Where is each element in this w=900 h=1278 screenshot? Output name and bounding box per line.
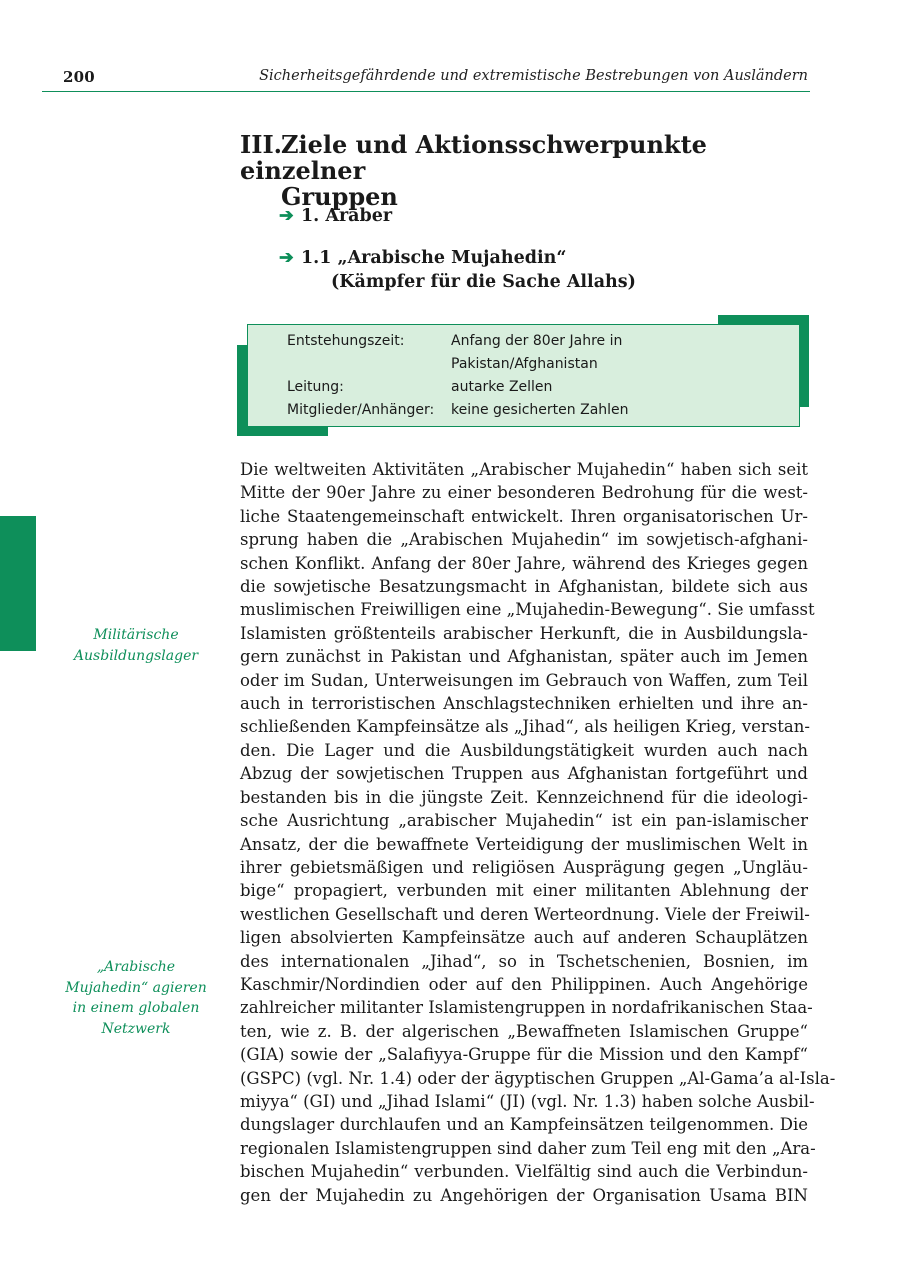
margin-note-line: Netzwerk — [101, 1020, 171, 1037]
body-line: gen der Mujahedin zu Angehörigen der Organisation Usama BIN — [240, 1185, 808, 1205]
info-value: Pakistan/Afghanistan — [451, 356, 598, 372]
info-value: keine gesicherten Zahlen — [451, 402, 629, 418]
body-line: ihrer gebietsmäßigen und religiösen Ausprägung gegen „Ungläu- — [240, 857, 808, 877]
body-line: regionalen Islamistengruppen sind daher zum Teil eng mit den „Ara- — [240, 1138, 816, 1158]
header-rule — [42, 91, 810, 92]
body-line: oder im Sudan, Unterweisungen im Gebrauch von Waffen, zum Teil — [240, 670, 808, 690]
margin-note-line: in einem globalen — [72, 1000, 200, 1016]
side-tab-marker — [0, 516, 36, 651]
info-row — [287, 376, 799, 399]
info-label: Mitglieder/Anhänger: — [287, 402, 435, 418]
info-row — [287, 399, 799, 422]
info-label: Leitung: — [287, 379, 344, 395]
body-line: bischen Mujahedin“ verbunden. Vielfältig sind auch die Verbindun- — [240, 1162, 808, 1182]
body-line: Abzug der sowjetischen Truppen aus Afghanistan fortgeführt und — [240, 764, 808, 784]
body-line: bige“ propagiert, verbunden mit einer militanten Ablehnung der — [240, 881, 808, 901]
running-header: Sicherheitsgefährdende und extremistische Bestrebungen von Ausländern — [259, 68, 808, 84]
body-line: westlichen Gesellschaft und deren Werteordnung. Viele der Freiwil- — [240, 904, 810, 924]
body-line: gern zunächst in Pakistan und Afghanistan, später auch im Jemen — [240, 647, 808, 667]
body-line: ligen absolvierten Kampfeinsätze auch auf anderen Schauplätzen — [240, 928, 808, 948]
body-line: dungslager durchlaufen und an Kampfeinsätzen teilgenommen. Die — [240, 1115, 808, 1135]
body-line: schließenden Kampfeinsätze als „Jihad“, als heiligen Krieg, verstan- — [240, 717, 810, 737]
body-line: liche Staatengemeinschaft entwickelt. Ihren organisatorischen Ur- — [240, 506, 808, 526]
body-line: auch in terroristischen Anschlagstechniken erhielten und ihre an- — [240, 694, 808, 714]
margin-note-line: Militärische — [93, 627, 179, 643]
section-title: 1. Araber — [301, 206, 393, 226]
body-text — [240, 458, 836, 1207]
chapter-heading — [240, 132, 820, 210]
margin-note-global-network — [52, 957, 220, 1039]
body-line: miyya“ (GI) und „Jihad Islami“ (JI) (vgl. Nr. 1.3) haben solche Ausbil- — [240, 1091, 815, 1111]
arrow-right-icon: ➔ — [279, 206, 294, 226]
section-title-line1: 1.1 „Arabische Mujahedin“ — [301, 248, 567, 268]
body-line: bestanden bis in die jüngste Zeit. Kennzeichnend für die ideologi- — [240, 787, 808, 807]
chapter-title-line2: Gruppen — [281, 182, 398, 211]
body-line: des internationalen „Jihad“, so in Tschetschenien, Bosnien, im — [240, 951, 808, 971]
section-heading-araber — [279, 204, 392, 228]
info-label — [287, 353, 451, 376]
body-line: sprung haben die „Arabischen Mujahedin“ im sowjetisch-afghani- — [240, 530, 808, 550]
margin-note-line: „Arabische — [96, 959, 176, 975]
body-line: Kaschmir/Nordindien oder auf den Philippinen. Auch Angehörige — [240, 974, 808, 994]
section-heading-mujahedin — [279, 246, 636, 294]
body-line: Mitte der 90er Jahre zu einer besonderen Bedrohung für die west- — [240, 483, 808, 503]
section-title-line2: (Kämpfer für die Sache Allahs) — [331, 272, 636, 292]
body-line: schen Konflikt. Anfang der 80er Jahre, während des Krieges gegen — [240, 553, 808, 573]
margin-note-line: Ausbildungslager — [73, 647, 199, 664]
body-line: (GIA) sowie der „Salafiyya-Gruppe für die Mission und den Kampf“ — [240, 1045, 808, 1065]
info-label: Entstehungszeit: — [287, 333, 405, 349]
info-row — [287, 353, 799, 376]
page-number: 200 — [63, 68, 95, 86]
info-row — [287, 330, 799, 353]
body-line: (GSPC) (vgl. Nr. 1.4) oder der ägyptischen Gruppen „Al-Gama’a al-Isla- — [240, 1068, 836, 1088]
info-box — [247, 324, 800, 427]
chapter-number: III. — [240, 130, 283, 159]
body-line: ten, wie z. B. der algerischen „Bewaffneten Islamischen Gruppe“ — [240, 1021, 808, 1041]
body-line: den. Die Lager und die Ausbildungstätigkeit wurden auch nach — [240, 740, 808, 760]
info-value: autarke Zellen — [451, 379, 553, 395]
chapter-title-line1: Ziele und Aktionsschwerpunkte einzelner — [240, 130, 707, 185]
body-line: muslimischen Freiwilligen eine „Mujahedin-Bewegung“. Sie umfasst — [240, 600, 815, 620]
body-line: Islamisten größtenteils arabischer Herkunft, die in Ausbildungsla- — [240, 623, 808, 643]
body-line: die sowjetische Besatzungsmacht in Afghanistan, bildete sich aus — [240, 577, 808, 597]
arrow-right-icon: ➔ — [279, 248, 294, 268]
info-value: Anfang der 80er Jahre in — [451, 333, 623, 349]
body-line: zahlreicher militanter Islamistengruppen in nordafrikanischen Staa- — [240, 998, 813, 1018]
body-line: sche Ausrichtung „arabischer Mujahedin“ ist ein pan-islamischer — [240, 811, 808, 831]
margin-note-training-camps — [52, 625, 220, 666]
body-line: Ansatz, der die bewaffnete Verteidigung der muslimischen Welt in — [240, 834, 808, 854]
margin-note-line: Mujahedin“ agieren — [65, 979, 207, 996]
body-line: Die weltweiten Aktivitäten „Arabischer Mujahedin“ haben sich seit — [240, 460, 808, 479]
